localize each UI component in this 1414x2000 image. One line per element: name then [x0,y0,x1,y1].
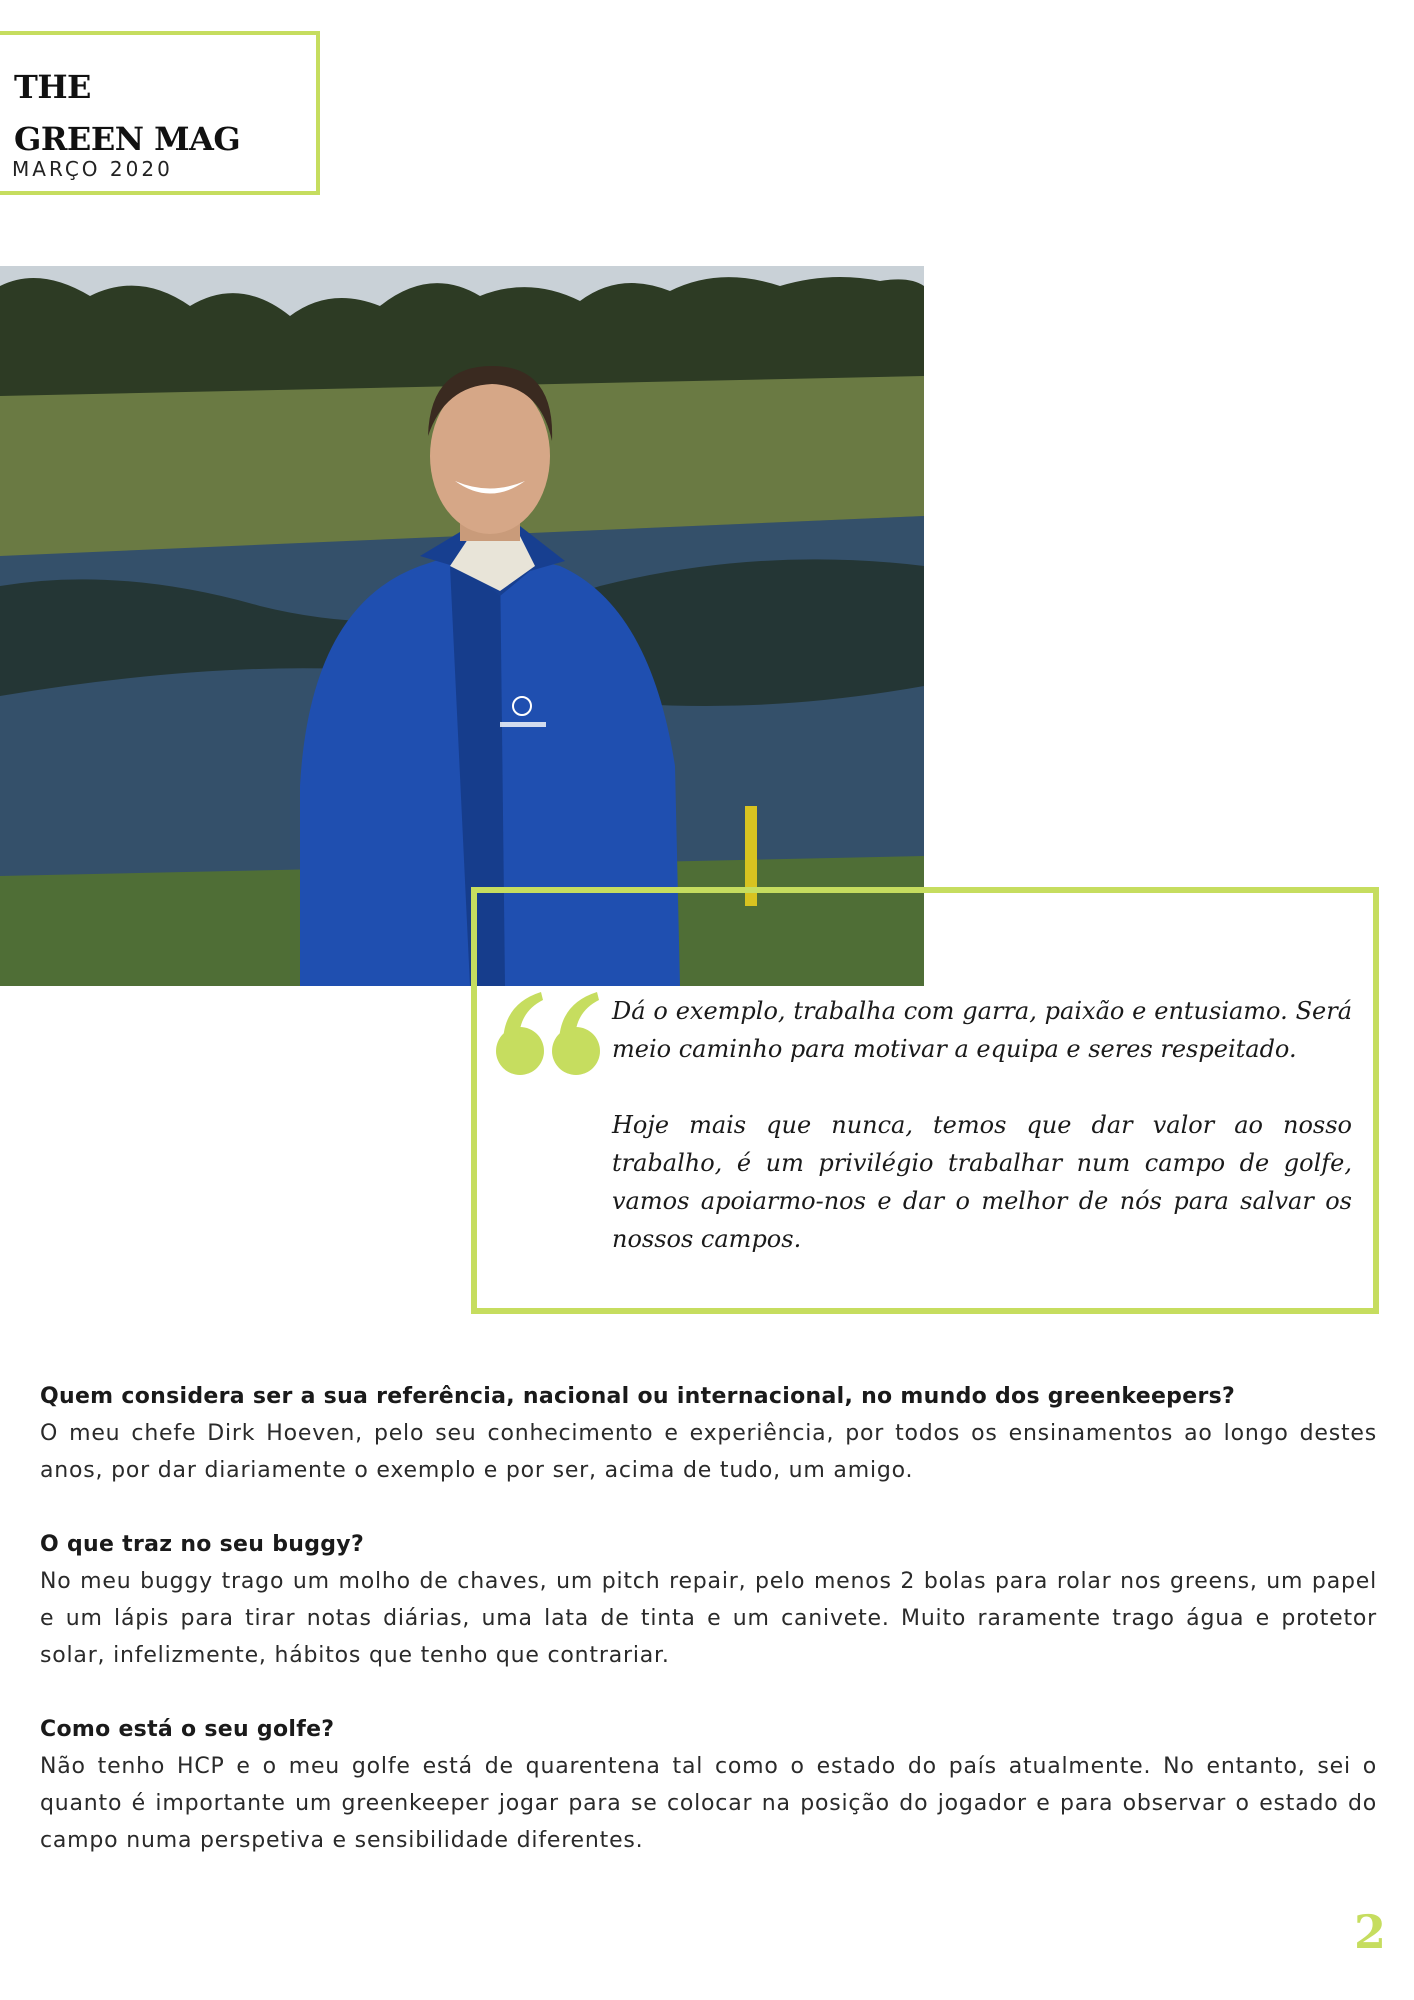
pull-quote-text [612,992,1352,1296]
interviewee-photo [0,266,924,986]
magazine-title-line1: THE [14,68,91,106]
issue-date: MARÇO 2020 [12,157,173,181]
interview-question: Quem considera ser a sua referência, nacional ou internacional, no mundo dos greenkeepers? [40,1384,1236,1409]
qa-item [40,1526,1377,1674]
quote-paragraph-2: Hoje mais que nunca, temos que dar valor ao nosso trabalho, é um privilégio trabalhar num campo de golfe, vamos apoiarmo-nos e dar o melhor de nós para salvar os nossos campos. [612,1111,1352,1253]
interview-answer: Não tenho HCP e o meu golfe está de quarentena tal como o estado do país atualmente. No entanto, sei o quanto é importante um greenkeeper jogar para se colocar na posição do jogador e para observar o estado do campo numa perspetiva e sensibilidade diferentes. [40,1754,1377,1853]
page-number: 2 [1353,1905,1386,1959]
magazine-title-line2: GREEN MAG [14,120,241,158]
interview-question: O que traz no seu buggy? [40,1532,365,1557]
interview-answer: O meu chefe Dirk Hoeven, pelo seu conhecimento e experiência, por todos os ensinamentos ao longo destes anos, por dar diariamente o exemplo e por ser, acima de tudo, um amigo. [40,1421,1377,1483]
interview-answer: No meu buggy trago um molho de chaves, um pitch repair, pelo menos 2 bolas para rolar nos greens, um papel e um lápis para tirar notas diárias, uma lata de tinta e um canivete. Muito raramente trago água e protetor solar, infelizmente, hábitos que tenho que contrariar. [40,1569,1377,1668]
qa-item [40,1711,1377,1859]
quote-paragraph-1: Dá o exemplo, trabalha com garra, paixão e entusiamo. Será meio caminho para motivar a equipa e seres respeitado. [612,997,1352,1063]
interview-question: Como está o seu golfe? [40,1717,335,1742]
magazine-title [14,61,240,165]
qa-item [40,1378,1377,1489]
masthead-box [0,31,320,195]
interview-body [40,1378,1377,1896]
quote-mark-icon [493,984,603,1084]
photo-illustration [0,266,924,986]
